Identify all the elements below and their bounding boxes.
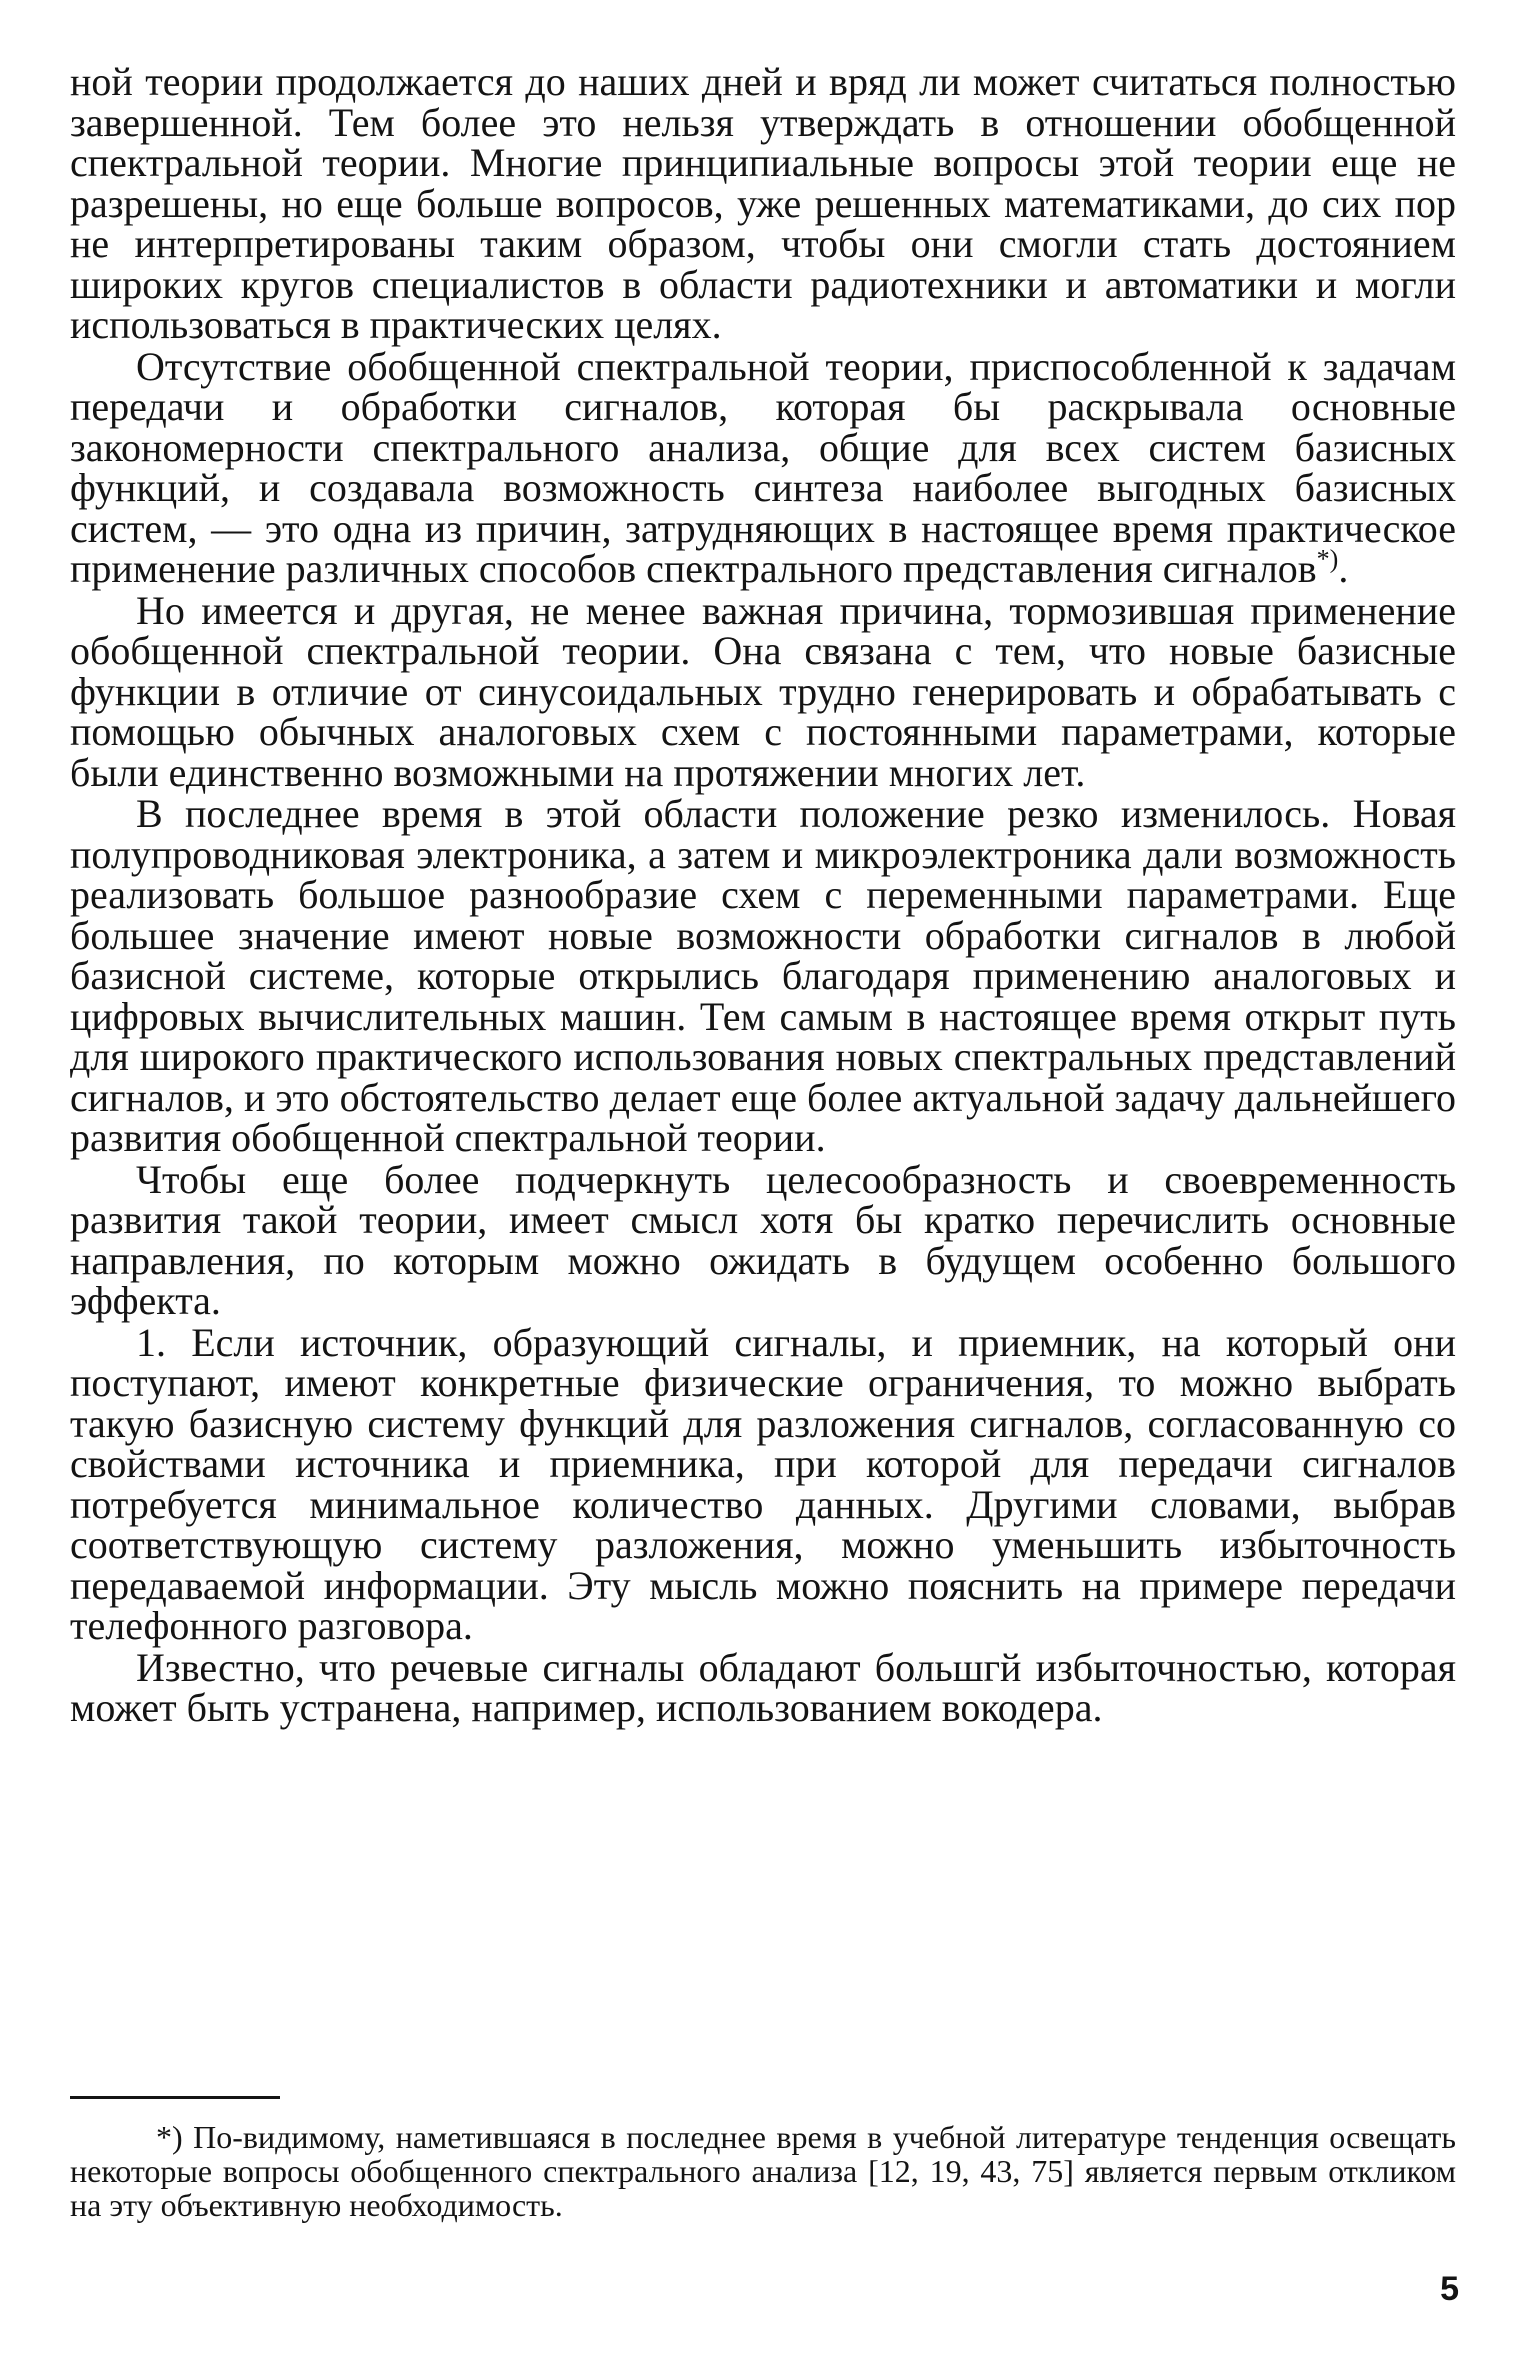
paragraph-6: 1. Если источник, образующий сигналы, и приемник, на который они поступают, имеют конкретные физические ограничения, то можно выбрать такую базисную систему функций для разложения сигналов, согласованную со свойствами источника и приемника, при которой для передачи сигналов потребуется минимальное количество данных. Другими словами, выбрав соответствующую систему разложения, можно уменьшить избыточность передаваемой информации. Эту мысль можно пояснить на примере передачи телефонного разговора. bbox=[70, 1319, 1456, 1648]
paragraph-3: Но имеется и другая, не менее важная причина, тормозившая применение обобщенной спектральной теории. Она связана с тем, что новые базисные функции в отличие от синусоидальных трудно генерировать и обрабатывать с помощью обычных аналоговых схем с постоянными параметрами, которые были единственно возможными на протяжении многих лет. bbox=[70, 587, 1456, 795]
paragraph-2-end: . bbox=[1338, 546, 1349, 591]
footnote: *) По-видимому, наметившаяся в последнее время в учебной литературе тенденция освещать некоторые вопросы обобщенного спектрального анализа [12, 19, 43, 75] является первым откликом на эту объективную необходимость. bbox=[70, 2119, 1456, 2223]
main-text bbox=[70, 59, 1456, 1730]
paragraph-5: Чтобы еще более подчеркнуть целесообразность и своевременность развития такой теории, имеет смысл хотя бы кратко перечислить основные направления, по которым можно ожидать в будущем особенно большого эффекта. bbox=[70, 1156, 1456, 1323]
footnote-marker: *) bbox=[1316, 544, 1339, 574]
footnote-divider bbox=[70, 2096, 280, 2099]
paragraph-1: ной теории продолжается до наших дней и вряд ли может считаться полностью завершенной. Тем более это нельзя утверждать в отношении обобщенной спектральной теории. Многие принципиальные вопросы этой теории еще не разрешены, но еще больше вопросов, уже решенных математиками, до сих пор не интерпретированы таким образом, чтобы они смогли стать достоянием широких кругов специалистов в области радиотехники и автоматики и могли использоваться в практических целях. bbox=[70, 59, 1456, 347]
paragraph-2-text: Отсутствие обобщенной спектральной теории, приспособленной к задачам передачи и обработки сигналов, которая бы раскрывала основные закономерности спектрального анализа, общие для всех систем базисных функций, и создавала возможность синтеза наиболее выгодных базисных систем, — это одна из причин, затрудняющих в настоящее время практическое применение различных способов спектрального представления сигналов bbox=[70, 343, 1456, 591]
page-number: 5 bbox=[1440, 2270, 1459, 2308]
paragraph-7: Известно, что речевые сигналы обладают большгй избыточностью, которая может быть устранена, например, использованием вокодера. bbox=[70, 1644, 1456, 1730]
paragraph-2 bbox=[70, 343, 1456, 591]
paragraph-4: В последнее время в этой области положение резко изменилось. Новая полупроводниковая электроника, а затем и микроэлектроника дали возможность реализовать большое разнообразие схем с переменными параметрами. Еще большее значение имеют новые возможности обработки сигналов в любой базисной системе, которые открылись благодаря применению аналоговых и цифровых вычислительных машин. Тем самым в настоящее время открыт путь для широкого практического использования новых спектральных представлений сигналов, и это обстоятельство делает еще более актуальной задачу дальнейшего развития обобщенной спектральной теории. bbox=[70, 791, 1456, 1160]
